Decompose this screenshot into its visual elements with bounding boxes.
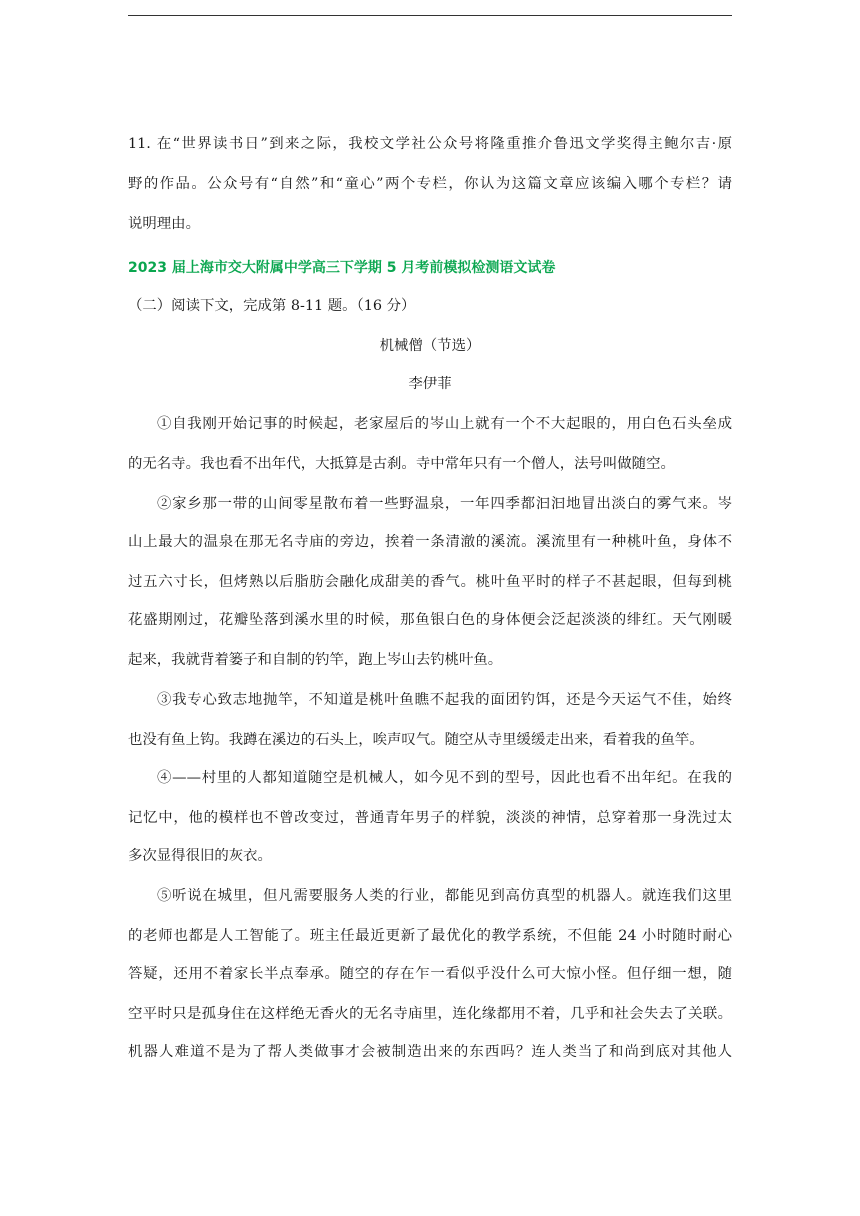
- header-rule: [128, 15, 732, 16]
- paragraph-2-line-1: ②家乡那一带的山间零星散布着一些野温泉，一年四季都汩汩地冒出淡白的雾气来。岑: [157, 496, 732, 512]
- paragraph-3-line-1: ③我专心致志地抛竿，不知道是桃叶鱼瞧不起我的面团钓饵，还是今天运气不佳，始终: [157, 692, 732, 708]
- paragraph-1-line-2: 的无名寺。我也看不出年代，大抵算是古刹。寺中常年只有一个僧人，法号叫做随空。: [128, 456, 675, 472]
- paragraph-2-line-3: 过五六寸长，但烤熟以后脂肪会融化成甜美的香气。桃叶鱼平时的样子不甚起眼，但每到桃: [128, 574, 732, 590]
- section-instruction: （二）阅读下文，完成第 8-11 题。（16 分）: [128, 298, 416, 314]
- question-11-line-1: 11. 在“世界读书日”到来之际，我校文学社公众号将隆重推介鲁迅文学奖得主鲍尔吉·原: [128, 136, 732, 152]
- paragraph-5-line-1: ⑤听说在城里，但凡需要服务人类的行业，都能见到高仿真型的机器人。就连我们这里: [157, 888, 732, 904]
- article-title: 机械僧（节选）: [379, 338, 481, 354]
- paragraph-2-line-4: 花盛期刚过，花瓣坠落到溪水里的时候，那鱼银白色的身体便会泛起淡淡的绯红。天气刚暖: [128, 612, 732, 628]
- exam-title: 2023 届上海市交大附属中学高三下学期 5 月考前模拟检测语文试卷: [128, 260, 556, 276]
- paragraph-5-line-3: 答疑，还用不着家长半点奉承。随空的存在乍一看似乎没什么可大惊小怪。但仔细一想，随: [128, 966, 732, 982]
- paragraph-2-line-2: 山上最大的温泉在那无名寺庙的旁边，挨着一条清澈的溪流。溪流里有一种桃叶鱼，身体不: [128, 534, 732, 550]
- paragraph-4-line-2: 记忆中，他的模样也不曾改变过，普通青年男子的样貌，淡淡的神情，总穿着那一身洗过太: [128, 810, 732, 826]
- paragraph-1-line-1: ①自我刚开始记事的时候起，老家屋后的岑山上就有一个不大起眼的，用白色石头垒成: [157, 416, 732, 432]
- paragraph-3-line-2: 也没有鱼上钩。我蹲在溪边的石头上，唉声叹气。随空从寺里缓缓走出来，看着我的鱼竿。: [128, 732, 704, 748]
- article-author: 李伊菲: [408, 376, 452, 392]
- paragraph-2-line-5: 起来，我就背着篓子和自制的钓竿，跑上岑山去钓桃叶鱼。: [128, 652, 503, 668]
- question-11-line-3: 说明理由。: [128, 216, 200, 232]
- paragraph-4-line-1: ④——村里的人都知道随空是机械人，如今见不到的型号，因此也看不出年纪。在我的: [157, 770, 732, 786]
- paragraph-5-line-2: 的老师也都是人工智能了。班主任最近更新了最优化的教学系统，不但能 24 小时随时耐心: [128, 928, 732, 944]
- paragraph-5-line-5: 机器人难道不是为了帮人类做事才会被制造出来的东西吗？连人类当了和尚到底对其他人: [128, 1044, 732, 1060]
- paragraph-4-line-3: 多次显得很旧的灰衣。: [128, 848, 272, 864]
- question-11-line-2: 野的作品。公众号有“自然”和“童心”两个专栏，你认为这篇文章应该编入哪个专栏？请: [128, 176, 732, 192]
- paragraph-5-line-4: 空平时只是孤身住在这样绝无香火的无名寺庙里，连化缘都用不着，几乎和社会失去了关联。: [128, 1006, 732, 1022]
